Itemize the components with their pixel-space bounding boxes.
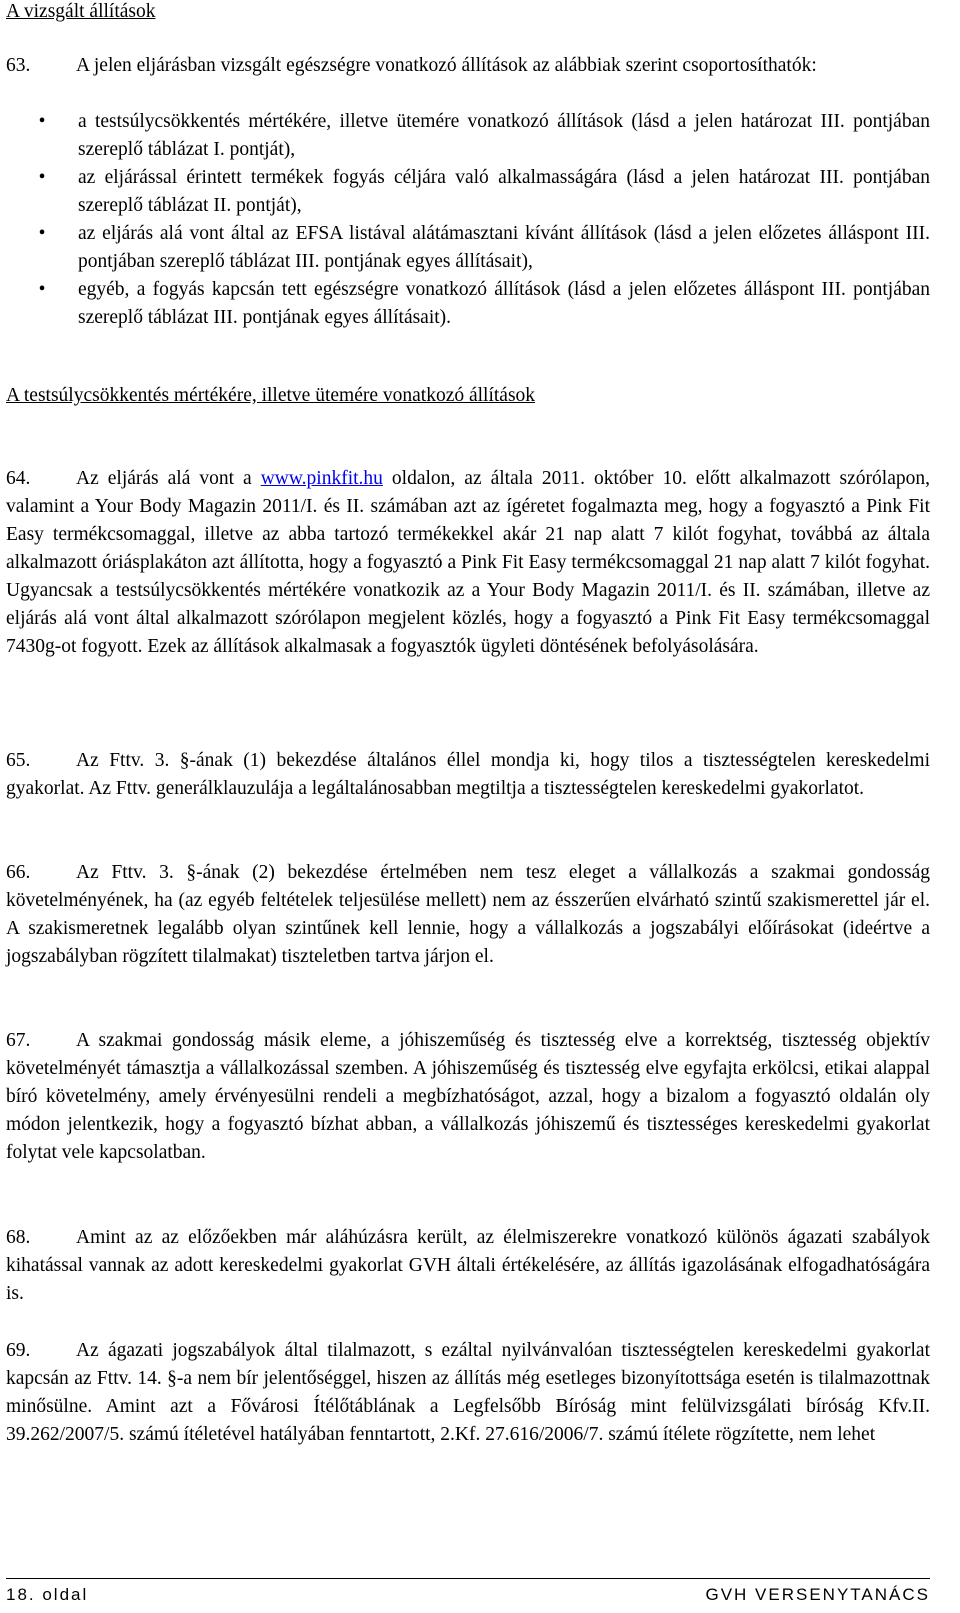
claims-bullet-list [6, 108, 930, 332]
page-number: 18. oldal [6, 1585, 89, 1604]
bullet-icon: • [38, 111, 46, 132]
paragraph-67 [6, 1027, 930, 1167]
paragraph-text: Az Fttv. 3. §-ának (2) bekezdése értelmében nem tesz eleget a vállalkozás a szakmai gondosság követelményének, ha (az egyéb feltételek teljesülése mellett) nem az ésszerűen elvárható szintű szakismerettel jár el. A szakismeretnek legalább olyan szintűnek kell lennie, hogy a vállalkozás a jogszabályi előírásokat (ideértve a jogszabályban rögzített tilalmakat) tiszteletben tartva járjon el. [6, 862, 930, 967]
section-heading-testsuly: A testsúlycsökkentés mértékére, illetve ütemére vonatkozó állítások [6, 385, 536, 406]
paragraph-66 [6, 859, 930, 971]
paragraph-text: Az Fttv. 3. §-ának (1) bekezdése általános éllel mondja ki, hogy tilos a tisztességtelen kereskedelmi gyakorlat. Az Fttv. generálklauzulája a legáltalánosabban megtiltja a tisztességtelen kereskedelmi gyakorlatot. [6, 750, 930, 799]
footer-divider [6, 1578, 930, 1579]
paragraph-64: 64. Az eljárás alá vont a www.pinkfit.hu oldalon, az általa 2011. október 10. előtt alkalmazott szórólapon, valamint a Your Body Magazin 2011/I. és II. számában azt az ígéretet fogalmazta meg, hogy a fogyasztó a Pink Fit Easy termékcsomaggal, illetve az abba tartozó termékekkel akár 21 nap alatt 7 kilót fogyhat, továbbá az általa alkalmazott óriásplakáton azt állította, hogy a fogyasztó a Pink Fit Easy termékcsomaggal 21 nap alatt 7 kilót fogyhat. Ugyancsak a testsúlycsökkentés mértékére vonatkozik az a Your Body Magazin 2011/I. és II. számában, illetve az eljárás alá vont által alkalmazott szórólapon megjelent közlés, hogy a fogyasztó a Pink Fit Easy termékcsomaggal 7430g-ot fogyott. Ezek az állítások alkalmasak a fogyasztók ügyleti döntésének befolyásolására. [6, 465, 930, 661]
paragraph-69 [6, 1337, 930, 1449]
bullet-icon: • [38, 279, 46, 300]
list-item: • egyéb, a fogyás kapcsán tett egészségre vonatkozó állítások (lásd a jelen előzetes álláspont III. pontjában szereplő táblázat III. pontjának egyes állításait). [6, 276, 930, 332]
paragraph-number: 67. [6, 1030, 31, 1051]
paragraph-text: A jelen eljárásban vizsgált egészségre vonatkozó állítások az alábbiak szerint csoportosíthatók: [76, 55, 817, 76]
paragraph-number: 64. [6, 468, 31, 489]
paragraph-65 [6, 747, 930, 803]
paragraph-number: 66. [6, 862, 31, 883]
paragraph-text: Amint az az előzőekben már aláhúzásra került, az élelmiszerekre vonatkozó különös ágazati szabályok kihatással vannak az adott kereskedelmi gyakorlat GVH általi értékelésére, az állítás igazolásának elfogadhatóságára is. [6, 1227, 930, 1304]
section-heading-vizsgalt-allitasok: A vizsgált állítások [6, 1, 156, 22]
list-item: • az eljárás alá vont által az EFSA listával alátámasztani kívánt állítások (lásd a jelen előzetes álláspont III. pontjában szereplő táblázat III. pontjának egyes állításait), [6, 220, 930, 276]
footer-organization: GVH VERSENYTANÁCS [705, 1585, 930, 1604]
paragraph-number: 69. [6, 1340, 31, 1361]
paragraph-number: 65. [6, 750, 31, 771]
paragraph-text: A szakmai gondosság másik eleme, a jóhiszeműség és tisztesség elve a korrektség, tisztesség objektív követelményét támasztja a vállalkozással szemben. A jóhiszeműség és tisztesség elve egyfajta erkölcsi, etikai alappal bíró követelmény, amely érvényesülni rendeli a megbízhatóságot, azzal, hogy a bizalom a fogyasztó oldalán oly módon jelentkezik, hogy a fogyasztó bízhat abban, a vállalkozás jóhiszemű és tisztességes kereskedelmi gyakorlat folytat vele kapcsolatban. [6, 1030, 930, 1163]
bullet-icon: • [38, 223, 46, 244]
pinkfit-link[interactable]: www.pinkfit.hu [260, 468, 383, 489]
list-item: • a testsúlycsökkentés mértékére, illetve ütemére vonatkozó állítások (lásd a jelen határozat III. pontjában szereplő táblázat I. pontját), [6, 108, 930, 164]
bullet-icon: • [38, 167, 46, 188]
paragraph-68 [6, 1224, 930, 1308]
paragraph-63 [6, 52, 930, 80]
paragraph-number: 68. [6, 1227, 31, 1248]
list-item: • az eljárással érintett termékek fogyás céljára való alkalmasságára (lásd a jelen határozat III. pontjában szereplő táblázat II. pontját), [6, 164, 930, 220]
paragraph-text: Az ágazati jogszabályok által tilalmazott, s ezáltal nyilvánvalóan tisztességtelen kereskedelmi gyakorlat kapcsán az Fttv. 14. §-a nem bír jelentőséggel, hiszen az állítás még esetleges bizonyítottsága esetén is tilalmazottnak minősülne. Amint azt a Fővárosi Ítélőtáblának a Legfelsőbb Bíróság mint felülvizsgálati bíróság Kfv.II. 39.262/2007/5. számú ítéletével hatályában fenntartott, 2.Kf. 27.616/2006/7. számú ítélete rögzítette, nem lehet [6, 1340, 930, 1445]
paragraph-number: 63. [6, 55, 31, 76]
